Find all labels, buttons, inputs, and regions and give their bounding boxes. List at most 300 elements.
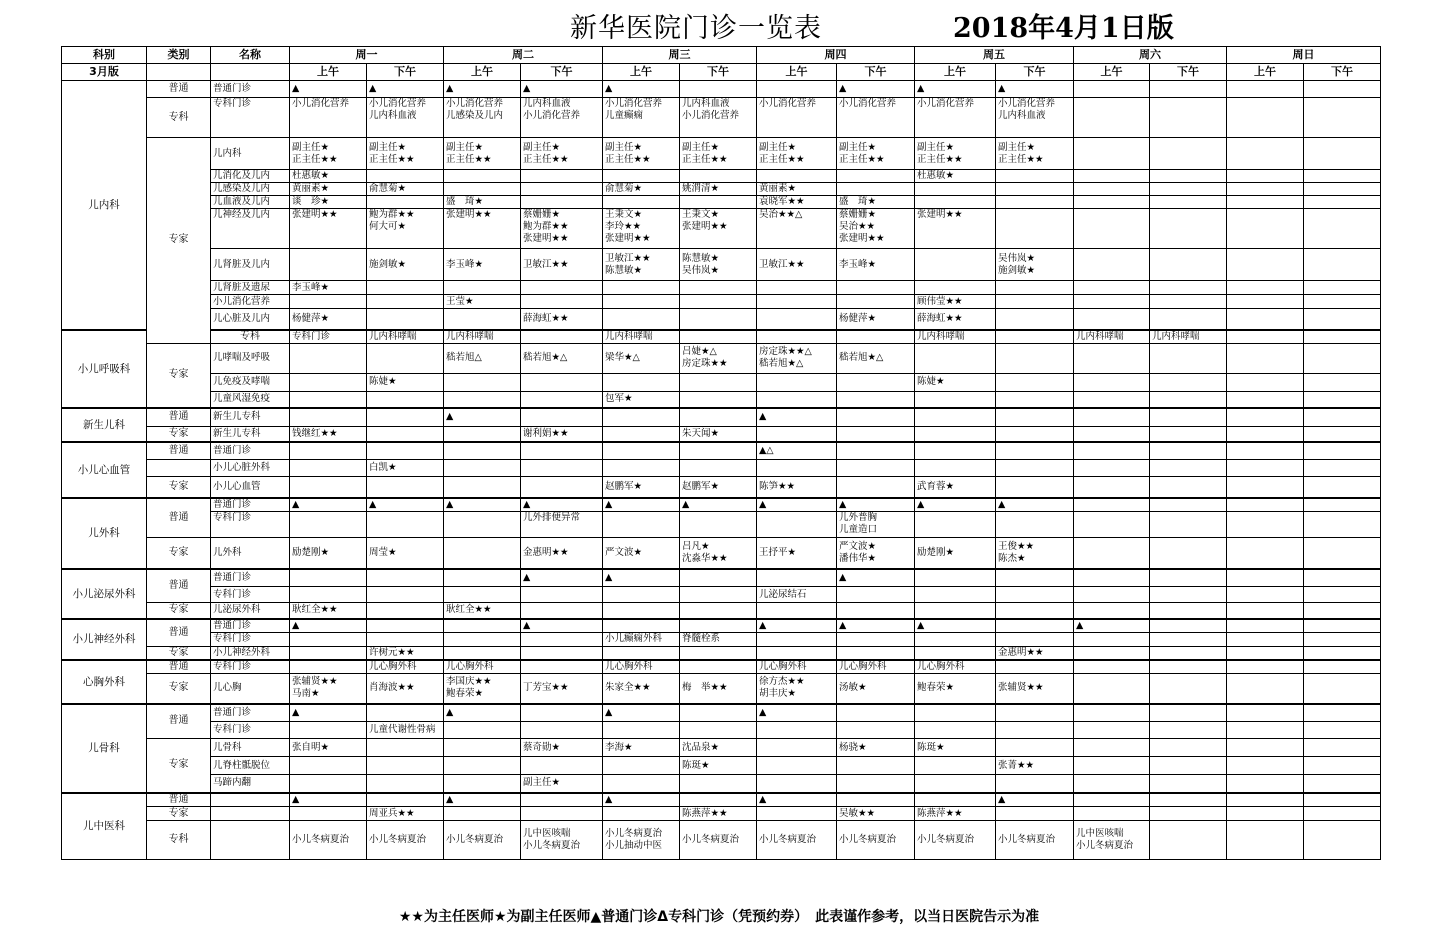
doctor-entry: 杨健萍★ — [292, 312, 330, 324]
schedule-cell — [1227, 209, 1304, 249]
schedule-cell — [367, 793, 444, 807]
doctor-entry: 副主任★ — [998, 141, 1036, 153]
doctor-entry: 金惠明★★ — [523, 546, 569, 558]
schedule-cell — [1074, 442, 1150, 459]
schedule-cell — [1304, 295, 1381, 309]
schedule-cell — [603, 295, 680, 309]
schedule-cell — [680, 793, 757, 807]
schedule-cell — [1074, 722, 1150, 739]
schedule-row — [62, 98, 1381, 138]
schedule-cell — [521, 343, 603, 373]
schedule-cell — [1074, 739, 1150, 757]
schedule-cell — [837, 775, 915, 793]
schedule-cell — [367, 183, 444, 196]
schedule-cell — [680, 459, 757, 476]
doctor-entry: 白凯★ — [369, 461, 397, 473]
schedule-cell — [915, 408, 996, 426]
schedule-cell — [757, 196, 837, 209]
schedule-cell — [290, 343, 367, 373]
schedule-row — [62, 512, 1381, 538]
schedule-cell — [837, 646, 915, 660]
doctor-entry: 钱继红★★ — [292, 427, 338, 439]
doctor-entry: ▲ — [446, 411, 454, 423]
schedule-cell — [915, 775, 996, 793]
doctor-entry: 盛 琦★ — [446, 196, 484, 207]
schedule-cell — [996, 408, 1074, 426]
category-cell: 专家 — [147, 603, 211, 619]
doctor-entry: 正主任★★ — [998, 153, 1044, 165]
schedule-row — [62, 309, 1381, 330]
schedule-cell — [1227, 170, 1304, 183]
schedule-cell — [290, 757, 367, 775]
schedule-cell — [1304, 512, 1381, 538]
doctor-entry: 耿红全★★ — [292, 604, 338, 616]
doctor-entry: 盛 琦★ — [839, 196, 877, 207]
doctor-entry: ▲ — [292, 619, 300, 631]
schedule-cell — [1150, 249, 1227, 281]
schedule-cell — [290, 603, 367, 619]
schedule-cell — [996, 98, 1074, 138]
schedule-cell — [757, 330, 837, 344]
clinic-name-cell: 儿骨科 — [211, 739, 290, 757]
doctor-entry: 吴伟岚★ — [998, 252, 1036, 264]
header-day-wed: 周三 — [603, 47, 757, 64]
schedule-cell — [290, 249, 367, 281]
department-cell: 儿外科 — [62, 498, 147, 569]
schedule-cell — [1074, 343, 1150, 373]
schedule-cell — [996, 498, 1074, 512]
schedule-cell — [1074, 408, 1150, 426]
clinic-name-cell: 儿脊柱骶脱位 — [211, 757, 290, 775]
doctor-entry: ▲ — [839, 619, 847, 631]
doctor-entry: 吴敏★★ — [839, 807, 876, 819]
schedule-cell — [367, 757, 444, 775]
header-day-tue: 周二 — [444, 47, 603, 64]
schedule-cell — [996, 196, 1074, 209]
schedule-cell — [444, 498, 521, 512]
header-am: 上午 — [290, 64, 367, 81]
schedule-cell — [757, 408, 837, 426]
schedule-cell — [996, 209, 1074, 249]
schedule-cell — [521, 408, 603, 426]
doctor-entry: 小儿消化营养 — [759, 98, 817, 109]
schedule-cell — [444, 674, 521, 704]
schedule-cell — [915, 498, 996, 512]
header-pm: 下午 — [367, 64, 444, 81]
schedule-cell — [1074, 632, 1150, 646]
schedule-cell — [1074, 249, 1150, 281]
schedule-cell — [837, 209, 915, 249]
schedule-cell — [915, 209, 996, 249]
schedule-cell — [1304, 632, 1381, 646]
schedule-cell — [1074, 426, 1150, 442]
schedule-cell — [680, 704, 757, 722]
doctor-entry: 金惠明★★ — [998, 646, 1044, 658]
schedule-cell — [680, 632, 757, 646]
category-cell: 普通 — [147, 704, 211, 739]
schedule-cell — [521, 196, 603, 209]
header-type: 类别 — [147, 47, 211, 64]
schedule-cell — [444, 739, 521, 757]
schedule-row — [62, 660, 1381, 674]
doctor-entry: 胡丰庆★ — [759, 688, 797, 700]
schedule-cell — [603, 757, 680, 775]
header-am: 上午 — [1074, 64, 1150, 81]
schedule-cell — [367, 343, 444, 373]
schedule-cell — [915, 619, 996, 633]
schedule-cell — [1074, 704, 1150, 722]
schedule-cell — [837, 619, 915, 633]
schedule-cell — [1304, 426, 1381, 442]
schedule-cell — [444, 170, 521, 183]
doctor-entry: ▲ — [292, 706, 300, 718]
doctor-entry: 陈珽★ — [682, 759, 710, 771]
doctor-entry: 严文波★ — [605, 546, 643, 558]
schedule-row — [62, 81, 1381, 98]
schedule-cell — [996, 426, 1074, 442]
schedule-cell — [757, 739, 837, 757]
schedule-cell — [1304, 196, 1381, 209]
category-cell: 普通 — [147, 619, 211, 647]
schedule-cell — [1227, 249, 1304, 281]
schedule-row — [62, 569, 1381, 587]
schedule-cell — [915, 391, 996, 408]
header-day-sun: 周日 — [1227, 47, 1381, 64]
schedule-row — [62, 603, 1381, 619]
department-cell: 小儿神经外科 — [62, 619, 147, 661]
department-cell: 小儿泌尿外科 — [62, 569, 147, 619]
schedule-cell — [444, 660, 521, 674]
schedule-cell — [915, 476, 996, 498]
doctor-entry: 张建明★★ — [605, 233, 651, 244]
schedule-cell — [603, 183, 680, 196]
schedule-cell — [290, 183, 367, 196]
schedule-cell — [837, 426, 915, 442]
schedule-cell — [1227, 196, 1304, 209]
schedule-cell — [1150, 408, 1227, 426]
doctor-entry: 姚渭清★ — [682, 183, 720, 194]
schedule-cell — [290, 674, 367, 704]
schedule-cell — [444, 646, 521, 660]
doctor-entry: ▲ — [605, 571, 613, 583]
schedule-cell — [1227, 807, 1304, 821]
doctor-entry: 儿内科哮喘 — [369, 330, 417, 342]
schedule-cell — [444, 249, 521, 281]
schedule-cell — [996, 722, 1074, 739]
schedule-cell — [1304, 459, 1381, 476]
doctor-entry: 正主任★★ — [369, 153, 415, 165]
schedule-cell — [996, 476, 1074, 498]
doctor-entry: ▲ — [759, 411, 767, 423]
schedule-cell — [521, 807, 603, 821]
schedule-cell — [1227, 704, 1304, 722]
schedule-cell — [1150, 183, 1227, 196]
doctor-entry: 赵鹏军★ — [682, 480, 720, 492]
schedule-cell — [1150, 426, 1227, 442]
schedule-cell — [367, 587, 444, 603]
schedule-cell — [1074, 170, 1150, 183]
schedule-cell — [757, 660, 837, 674]
schedule-cell — [757, 309, 837, 330]
schedule-cell — [603, 632, 680, 646]
doctor-entry: 小儿冬病夏治 — [998, 834, 1056, 845]
schedule-cell — [1150, 373, 1227, 391]
schedule-cell — [521, 512, 603, 538]
schedule-cell — [837, 674, 915, 704]
schedule-row — [62, 295, 1381, 309]
schedule-cell — [996, 309, 1074, 330]
schedule-cell — [1304, 281, 1381, 295]
schedule-cell — [1150, 775, 1227, 793]
doctor-entry: ▲ — [523, 499, 531, 510]
schedule-cell — [680, 442, 757, 459]
schedule-cell — [996, 459, 1074, 476]
schedule-cell — [290, 498, 367, 512]
doctor-entry: 陈珽★ — [917, 741, 945, 753]
schedule-cell — [521, 183, 603, 196]
schedule-cell — [444, 821, 521, 860]
doctor-entry: 小儿冬病夏治 — [759, 834, 817, 845]
schedule-cell — [290, 619, 367, 633]
schedule-cell — [444, 391, 521, 408]
schedule-cell — [837, 704, 915, 722]
schedule-cell — [680, 281, 757, 295]
schedule-cell — [1304, 660, 1381, 674]
schedule-cell — [444, 632, 521, 646]
schedule-cell — [1074, 138, 1150, 170]
schedule-cell — [680, 408, 757, 426]
schedule-cell — [837, 408, 915, 426]
schedule-row — [62, 330, 1381, 344]
schedule-cell — [290, 660, 367, 674]
doctor-entry: ▲ — [446, 499, 454, 510]
schedule-cell — [367, 775, 444, 793]
schedule-cell — [603, 98, 680, 138]
schedule-cell — [680, 807, 757, 821]
schedule-cell — [367, 295, 444, 309]
schedule-cell — [521, 739, 603, 757]
schedule-cell — [1304, 619, 1381, 633]
schedule-cell — [757, 98, 837, 138]
schedule-cell — [603, 739, 680, 757]
schedule-cell — [757, 538, 837, 569]
schedule-cell — [915, 587, 996, 603]
schedule-cell — [367, 704, 444, 722]
clinic-schedule-table — [61, 46, 1381, 860]
schedule-cell — [290, 821, 367, 860]
schedule-cell — [837, 170, 915, 183]
schedule-row — [62, 476, 1381, 498]
schedule-cell — [680, 343, 757, 373]
schedule-cell — [837, 538, 915, 569]
schedule-cell — [603, 249, 680, 281]
schedule-cell — [367, 722, 444, 739]
doctor-entry: 副主任★ — [523, 141, 561, 153]
schedule-cell — [1304, 646, 1381, 660]
category-cell: 专家 — [147, 343, 211, 408]
doctor-entry: 杜惠敏★ — [917, 170, 955, 181]
doctor-entry: 张菁★★ — [998, 759, 1035, 771]
schedule-cell — [521, 330, 603, 344]
schedule-cell — [521, 538, 603, 569]
schedule-cell — [603, 569, 680, 587]
schedule-cell — [603, 793, 680, 807]
schedule-cell — [444, 476, 521, 498]
doctor-entry: 汤敏★ — [839, 682, 867, 694]
doctor-entry: 吴伟岚★ — [682, 264, 720, 276]
doctor-entry: 王俊★★ — [998, 540, 1035, 552]
schedule-cell — [1074, 498, 1150, 512]
doctor-entry: 励楚刚★ — [917, 546, 955, 558]
schedule-cell — [757, 757, 837, 775]
doctor-entry: 张建明★★ — [682, 221, 728, 232]
schedule-cell — [837, 757, 915, 775]
doctor-entry: 正主任★★ — [446, 153, 492, 165]
doctor-entry: 副主任★ — [369, 141, 407, 153]
schedule-cell — [290, 373, 367, 391]
schedule-cell — [290, 426, 367, 442]
schedule-cell — [290, 442, 367, 459]
schedule-cell — [521, 821, 603, 860]
schedule-cell — [837, 138, 915, 170]
header-pm: 下午 — [521, 64, 603, 81]
schedule-cell — [680, 476, 757, 498]
doctor-entry: 小儿消化营养 — [605, 98, 663, 109]
schedule-cell — [1150, 295, 1227, 309]
category-cell: 专家 — [147, 807, 211, 821]
schedule-cell — [521, 170, 603, 183]
schedule-cell — [367, 498, 444, 512]
clinic-name-cell: 普通门诊 — [211, 569, 290, 587]
schedule-cell — [290, 309, 367, 330]
schedule-cell — [680, 587, 757, 603]
schedule-cell — [996, 373, 1074, 391]
schedule-cell — [1074, 646, 1150, 660]
schedule-cell — [1304, 209, 1381, 249]
clinic-name-cell: 儿免疫及哮喘 — [211, 373, 290, 391]
schedule-cell — [603, 330, 680, 344]
schedule-cell — [680, 646, 757, 660]
schedule-cell — [915, 704, 996, 722]
category-cell: 普通 — [147, 81, 211, 98]
schedule-cell — [996, 249, 1074, 281]
schedule-cell — [757, 704, 837, 722]
schedule-cell — [1227, 739, 1304, 757]
schedule-cell — [837, 603, 915, 619]
doctor-entry: 儿心胸外科 — [917, 661, 965, 672]
schedule-cell — [757, 183, 837, 196]
schedule-cell — [1304, 249, 1381, 281]
schedule-cell — [521, 603, 603, 619]
schedule-cell — [680, 330, 757, 344]
schedule-row — [62, 498, 1381, 512]
doctor-entry: 陈婕★ — [917, 376, 945, 387]
category-cell: 专家 — [147, 739, 211, 793]
schedule-cell — [680, 739, 757, 757]
schedule-cell — [1074, 183, 1150, 196]
schedule-cell — [996, 775, 1074, 793]
doctor-entry: 小儿消化营养 — [446, 98, 504, 109]
schedule-cell — [290, 569, 367, 587]
schedule-cell — [603, 646, 680, 660]
schedule-cell — [1227, 330, 1304, 344]
doctor-entry: 马南★ — [292, 688, 320, 700]
schedule-row — [62, 646, 1381, 660]
clinic-name-cell: 马蹄内翻 — [211, 775, 290, 793]
schedule-cell — [680, 309, 757, 330]
schedule-cell — [603, 408, 680, 426]
schedule-cell — [1150, 739, 1227, 757]
doctor-entry: 王莹★ — [446, 295, 474, 307]
doctor-entry: 儿心胸外科 — [839, 661, 887, 672]
schedule-cell — [757, 646, 837, 660]
schedule-cell — [757, 442, 837, 459]
doctor-entry: ▲ — [605, 793, 613, 805]
doctor-entry: 儿感染及儿内 — [446, 110, 504, 121]
schedule-cell — [1304, 183, 1381, 196]
doctor-entry: 励楚刚★ — [292, 546, 330, 558]
doctor-entry: 正主任★★ — [917, 153, 963, 165]
schedule-cell — [1304, 603, 1381, 619]
schedule-cell — [444, 603, 521, 619]
doctor-entry: 小儿消化营养 — [998, 98, 1056, 109]
schedule-cell — [367, 807, 444, 821]
schedule-cell — [1150, 196, 1227, 209]
schedule-cell — [290, 722, 367, 739]
schedule-cell — [290, 739, 367, 757]
schedule-cell — [1227, 281, 1304, 295]
schedule-cell — [1304, 138, 1381, 170]
schedule-cell — [290, 807, 367, 821]
schedule-cell — [367, 391, 444, 408]
schedule-cell — [1074, 391, 1150, 408]
schedule-cell — [837, 183, 915, 196]
schedule-cell — [680, 170, 757, 183]
schedule-cell — [1227, 722, 1304, 739]
clinic-name-cell: 小儿心血管 — [211, 476, 290, 498]
doctor-entry: 儿内科血液 — [523, 98, 571, 109]
schedule-cell — [290, 295, 367, 309]
doctor-entry: 鲍为群★★ — [523, 221, 569, 232]
schedule-cell — [1074, 674, 1150, 704]
clinic-name-cell: 儿消化及儿内 — [211, 170, 290, 183]
schedule-cell — [1227, 793, 1304, 807]
doctor-entry: 正主任★★ — [292, 153, 338, 165]
category-cell: 专科 — [147, 821, 211, 860]
schedule-cell — [1227, 632, 1304, 646]
schedule-cell — [521, 81, 603, 98]
clinic-name-cell: 普通门诊 — [211, 81, 290, 98]
schedule-cell — [680, 569, 757, 587]
schedule-cell — [996, 739, 1074, 757]
doctor-entry: ▲ — [523, 619, 531, 631]
doctor-entry: ▲ — [292, 83, 300, 94]
schedule-cell — [1074, 569, 1150, 587]
doctor-entry: 嵇若旭△ — [446, 352, 482, 363]
schedule-cell — [915, 249, 996, 281]
schedule-cell — [996, 442, 1074, 459]
schedule-cell — [837, 373, 915, 391]
doctor-entry: 正主任★★ — [682, 153, 728, 165]
doctor-entry: 儿童癫痫 — [605, 110, 644, 121]
category-cell — [147, 459, 211, 476]
schedule-cell — [444, 138, 521, 170]
schedule-cell — [1150, 619, 1227, 633]
doctor-entry: 李玉峰★ — [292, 281, 330, 293]
doctor-entry: 副主任★ — [917, 141, 955, 153]
doctor-entry: 儿心胸外科 — [759, 661, 807, 672]
header-am: 上午 — [757, 64, 837, 81]
